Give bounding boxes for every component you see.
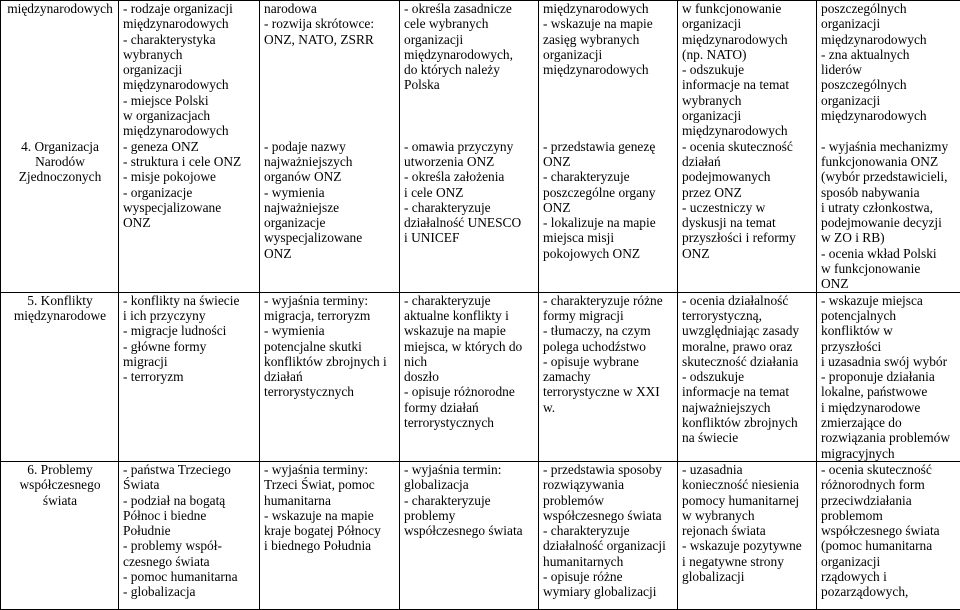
- content-cell: - rodzaje organizacji międzynarodowych - charakterystyka wybranych organizacji międzynarodowych - miejsce Polski w organizacjach międzynarodowych - geneza ONZ - struktura i cele ONZ - misje pokojowe - organizacje wyspecjalizowane ONZ: [119, 1, 260, 293]
- requirement-cell: - ocenia skuteczność różnorodnych form przeciwdziałania problemom współczesnego świata (pomoc humanitarna organizacji rządowych i pozarządowych,: [817, 461, 960, 609]
- requirement-cell: - ocenia działalność terrorystyczną, uwzględniając zasady moralne, prawo oraz skuteczność działania - odszukuje informacje na temat najważniejszych konfliktów zbrojnych na świecie: [678, 292, 817, 461]
- requirement-cell: - określa zasadnicze cele wybranych organizacji międzynarodowych, do których należy Polska - omawia przyczyny utworzenia ONZ - określa założenia i cele ONZ - charakteryzuje działalność UNESCO i UNICEF: [400, 1, 539, 293]
- topic-cell: 5. Konflikty międzynarodowe: [1, 292, 119, 461]
- table-row: [1, 292, 960, 461]
- requirement-cell: - wyjaśnia terminy: Trzeci Świat, pomoc humanitarna - wskazuje na mapie kraje bogatej Północy i biednego Południa: [260, 461, 400, 609]
- requirement-cell: - wyjaśnia terminy: migracja, terroryzm - wymienia potencjalne skutki konfliktów zbrojnych i działań terrorystycznych: [260, 292, 400, 461]
- requirement-cell: w funkcjonowanie organizacji międzynarodowych (np. NATO) - odszukuje informacje na temat wybranych organizacji międzynarodowych - ocenia skuteczność działań podejmowanych przez ONZ - uczestniczy w dyskusji na temat przyszłości i reformy ONZ: [678, 1, 817, 293]
- requirement-cell: - uzasadnia konieczność niesienia pomocy humanitarnej w wybranych rejonach świata - wskazuje pozytywne i negatywne strony globalizacji: [678, 461, 817, 609]
- requirement-cell: poszczególnych organizacji międzynarodowych - zna aktualnych liderów poszczególnych organizacji międzynarodowych - wyjaśnia mechanizmy funkcjonowania ONZ (wybór przedstawicieli, sposób nabywania i utraty członkostwa, podejmowanie decyzji w ZO i RB) - ocenia wkład Polski w funkcjonowanie ONZ: [817, 1, 960, 293]
- requirement-cell: - charakteryzuje różne formy migracji - tłumaczy, na czym polega uchodźstwo - opisuje wybrane zamachy terrorystyczne w XXI w.: [539, 292, 678, 461]
- topic-cell: 6. Problemy współczesnego świata: [1, 461, 119, 609]
- table-row: [1, 461, 960, 609]
- requirement-cell: narodowa - rozwija skrótowce: ONZ, NATO, ZSRR - podaje nazwy najważniejszych organów ONZ - wymienia najważniejsze organizacje wyspecjalizowane ONZ: [260, 1, 400, 293]
- requirement-cell: międzynarodowych - wskazuje na mapie zasięg wybranych organizacji międzynarodowych - przedstawia genezę ONZ - charakteryzuje poszczególne organy ONZ - lokalizuje na mapie miejsca misji pokojowych ONZ: [539, 1, 678, 293]
- requirement-cell: - wyjaśnia termin: globalizacja - charakteryzuje problemy współczesnego świata: [400, 461, 539, 609]
- table-row: [1, 1, 960, 293]
- content-cell: - konflikty na świecie i ich przyczyny - migracje ludności - główne formy migracji - terroryzm: [119, 292, 260, 461]
- requirement-cell: - wskazuje miejsca potencjalnych konfliktów w przyszłości i uzasadnia swój wybór - proponuje działania lokalne, państwowe i międzynarodowe zmierzające do rozwiązania problemów migracyjnych: [817, 292, 960, 461]
- content-cell: - państwa Trzeciego Świata - podział na bogatą Północ i biedne Południe - problemy współ- czesnego świata - pomoc humanitarna - globalizacja: [119, 461, 260, 609]
- requirement-cell: - charakteryzuje aktualne konflikty i wskazuje na mapie miejsca, w których do nich doszło - opisuje różnorodne formy działań terrorystycznych: [400, 292, 539, 461]
- requirement-cell: - przedstawia sposoby rozwiązywania problemów współczesnego świata - charakteryzuje działalność organizacji humanitarnych - opisuje różne wymiary globalizacji: [539, 461, 678, 609]
- topic-cell: międzynarodowych 4. Organizacja Narodów Zjednoczonych: [1, 1, 119, 293]
